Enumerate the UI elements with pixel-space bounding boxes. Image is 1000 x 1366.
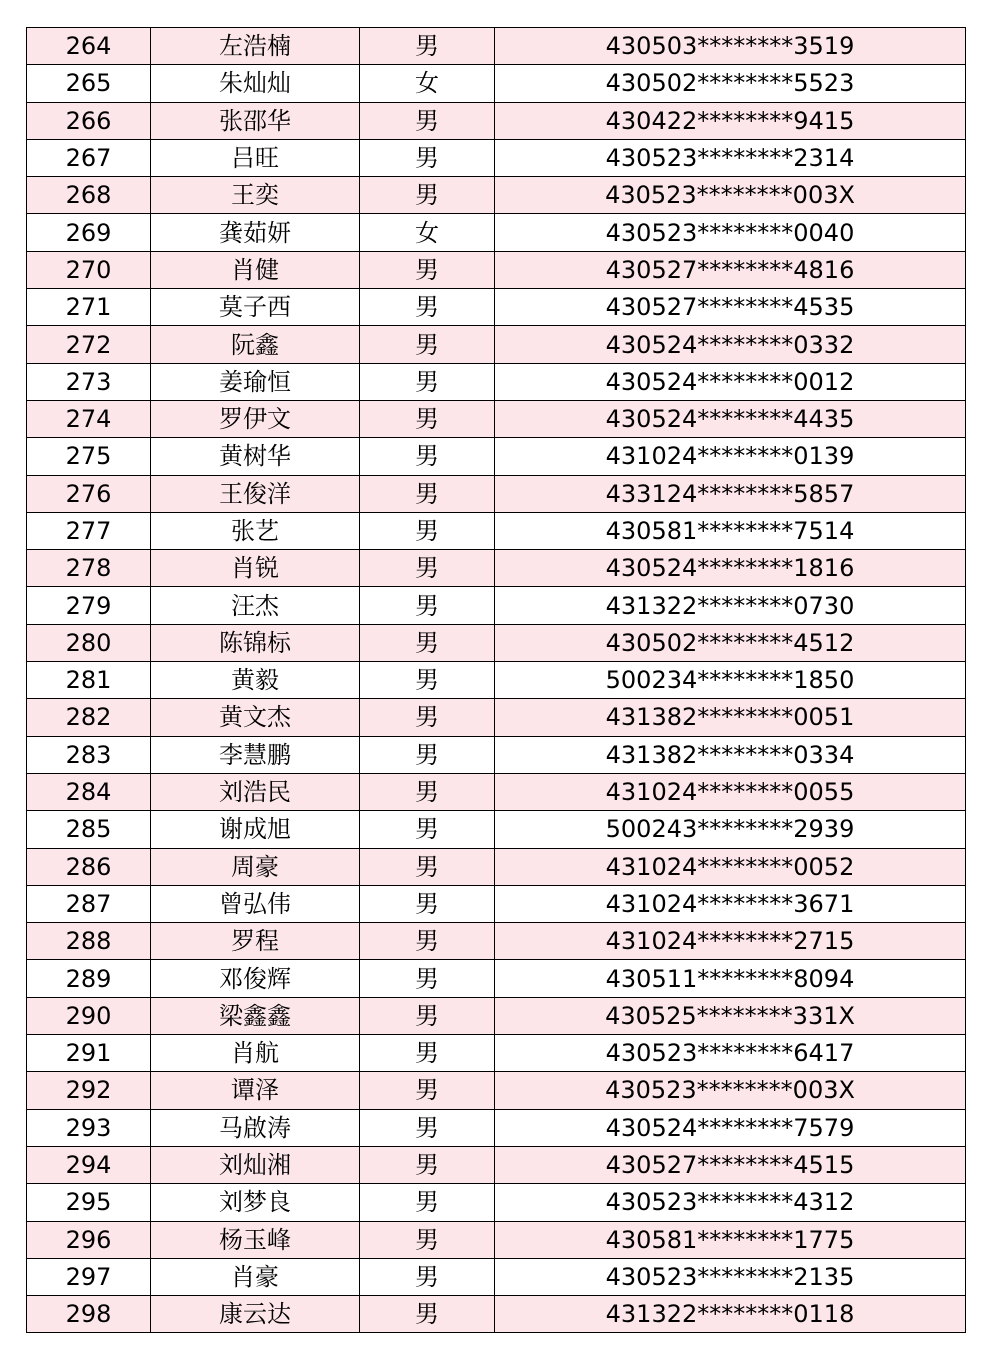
id-number-cell: 431024********3671	[495, 885, 966, 922]
row-number-cell: 264	[27, 28, 151, 65]
row-number-cell: 292	[27, 1072, 151, 1109]
student-name-cell: 左浩楠	[151, 28, 360, 65]
table-row	[27, 1184, 966, 1221]
gender-cell: 男	[360, 624, 495, 661]
gender-cell: 男	[360, 326, 495, 363]
id-number-cell: 431024********0052	[495, 848, 966, 885]
table-row	[27, 1146, 966, 1183]
id-number-cell: 430524********4435	[495, 400, 966, 437]
row-number-cell: 286	[27, 848, 151, 885]
id-number-cell: 430422********9415	[495, 102, 966, 139]
table-row	[27, 662, 966, 699]
table-row	[27, 438, 966, 475]
id-number-cell: 430523********003X	[495, 177, 966, 214]
id-number-cell: 431024********0139	[495, 438, 966, 475]
student-name-cell: 肖豪	[151, 1258, 360, 1295]
gender-cell: 男	[360, 1146, 495, 1183]
id-number-cell: 431382********0334	[495, 736, 966, 773]
table-row	[27, 139, 966, 176]
gender-cell: 男	[360, 1109, 495, 1146]
gender-cell: 女	[360, 65, 495, 102]
row-number-cell: 289	[27, 960, 151, 997]
table-row	[27, 1258, 966, 1295]
student-name-cell: 杨玉峰	[151, 1221, 360, 1258]
table-row	[27, 624, 966, 661]
row-number-cell: 280	[27, 624, 151, 661]
table-row	[27, 289, 966, 326]
student-name-cell: 张艺	[151, 512, 360, 549]
id-number-cell: 430523********0040	[495, 214, 966, 251]
student-name-cell: 谢成旭	[151, 811, 360, 848]
id-number-cell: 430523********003X	[495, 1072, 966, 1109]
student-name-cell: 周豪	[151, 848, 360, 885]
gender-cell: 男	[360, 997, 495, 1034]
gender-cell: 男	[360, 475, 495, 512]
gender-cell: 男	[360, 960, 495, 997]
student-name-cell: 梁鑫鑫	[151, 997, 360, 1034]
table-row	[27, 997, 966, 1034]
row-number-cell: 271	[27, 289, 151, 326]
gender-cell: 男	[360, 400, 495, 437]
student-name-cell: 康云达	[151, 1296, 360, 1333]
gender-cell: 男	[360, 811, 495, 848]
gender-cell: 男	[360, 438, 495, 475]
gender-cell: 男	[360, 28, 495, 65]
id-number-cell: 430524********0332	[495, 326, 966, 363]
row-number-cell: 281	[27, 662, 151, 699]
table-row	[27, 363, 966, 400]
roster-table	[26, 27, 966, 1333]
student-name-cell: 黄树华	[151, 438, 360, 475]
id-number-cell: 431322********0118	[495, 1296, 966, 1333]
table-row	[27, 736, 966, 773]
id-number-cell: 430523********6417	[495, 1035, 966, 1072]
id-number-cell: 430525********331X	[495, 997, 966, 1034]
student-name-cell: 邓俊辉	[151, 960, 360, 997]
row-number-cell: 283	[27, 736, 151, 773]
student-name-cell: 曾弘伟	[151, 885, 360, 922]
student-name-cell: 罗伊文	[151, 400, 360, 437]
table-row	[27, 848, 966, 885]
id-number-cell: 430523********2135	[495, 1258, 966, 1295]
student-name-cell: 王奕	[151, 177, 360, 214]
table-row	[27, 923, 966, 960]
table-row	[27, 587, 966, 624]
id-number-cell: 431382********0051	[495, 699, 966, 736]
id-number-cell: 430502********4512	[495, 624, 966, 661]
gender-cell: 男	[360, 699, 495, 736]
gender-cell: 男	[360, 885, 495, 922]
gender-cell: 男	[360, 251, 495, 288]
student-name-cell: 吕旺	[151, 139, 360, 176]
gender-cell: 男	[360, 1184, 495, 1221]
gender-cell: 男	[360, 1296, 495, 1333]
row-number-cell: 291	[27, 1035, 151, 1072]
id-number-cell: 430523********2314	[495, 139, 966, 176]
id-number-cell: 430511********8094	[495, 960, 966, 997]
table-row	[27, 1035, 966, 1072]
student-name-cell: 罗程	[151, 923, 360, 960]
id-number-cell: 430523********4312	[495, 1184, 966, 1221]
student-name-cell: 黄毅	[151, 662, 360, 699]
table-row	[27, 960, 966, 997]
row-number-cell: 266	[27, 102, 151, 139]
row-number-cell: 273	[27, 363, 151, 400]
row-number-cell: 298	[27, 1296, 151, 1333]
id-number-cell: 430527********4816	[495, 251, 966, 288]
id-number-cell: 430524********1816	[495, 550, 966, 587]
row-number-cell: 269	[27, 214, 151, 251]
table-row	[27, 811, 966, 848]
student-name-cell: 李慧鹏	[151, 736, 360, 773]
row-number-cell: 268	[27, 177, 151, 214]
gender-cell: 男	[360, 363, 495, 400]
table-row	[27, 65, 966, 102]
student-name-cell: 龚茹妍	[151, 214, 360, 251]
table-row	[27, 1296, 966, 1333]
gender-cell: 男	[360, 773, 495, 810]
table-row	[27, 773, 966, 810]
table-row	[27, 699, 966, 736]
row-number-cell: 287	[27, 885, 151, 922]
student-name-cell: 谭泽	[151, 1072, 360, 1109]
row-number-cell: 265	[27, 65, 151, 102]
id-number-cell: 430581********7514	[495, 512, 966, 549]
student-name-cell: 朱灿灿	[151, 65, 360, 102]
table-row	[27, 400, 966, 437]
id-number-cell: 430581********1775	[495, 1221, 966, 1258]
row-number-cell: 288	[27, 923, 151, 960]
row-number-cell: 276	[27, 475, 151, 512]
id-number-cell: 430502********5523	[495, 65, 966, 102]
student-name-cell: 肖锐	[151, 550, 360, 587]
gender-cell: 男	[360, 1221, 495, 1258]
id-number-cell: 430524********7579	[495, 1109, 966, 1146]
row-number-cell: 267	[27, 139, 151, 176]
id-number-cell: 430527********4515	[495, 1146, 966, 1183]
id-number-cell: 431024********2715	[495, 923, 966, 960]
table-row	[27, 550, 966, 587]
gender-cell: 男	[360, 736, 495, 773]
gender-cell: 男	[360, 1035, 495, 1072]
gender-cell: 男	[360, 289, 495, 326]
table-row	[27, 28, 966, 65]
row-number-cell: 277	[27, 512, 151, 549]
gender-cell: 男	[360, 139, 495, 176]
row-number-cell: 282	[27, 699, 151, 736]
table-row	[27, 102, 966, 139]
row-number-cell: 293	[27, 1109, 151, 1146]
student-name-cell: 肖健	[151, 251, 360, 288]
student-name-cell: 刘灿湘	[151, 1146, 360, 1183]
student-name-cell: 姜瑜恒	[151, 363, 360, 400]
gender-cell: 男	[360, 1258, 495, 1295]
id-number-cell: 430524********0012	[495, 363, 966, 400]
row-number-cell: 296	[27, 1221, 151, 1258]
gender-cell: 男	[360, 550, 495, 587]
gender-cell: 男	[360, 1072, 495, 1109]
row-number-cell: 270	[27, 251, 151, 288]
row-number-cell: 274	[27, 400, 151, 437]
row-number-cell: 272	[27, 326, 151, 363]
gender-cell: 男	[360, 923, 495, 960]
gender-cell: 男	[360, 177, 495, 214]
table-row	[27, 1072, 966, 1109]
gender-cell: 男	[360, 587, 495, 624]
row-number-cell: 284	[27, 773, 151, 810]
row-number-cell: 285	[27, 811, 151, 848]
table-row	[27, 177, 966, 214]
row-number-cell: 294	[27, 1146, 151, 1183]
id-number-cell: 433124********5857	[495, 475, 966, 512]
student-name-cell: 刘浩民	[151, 773, 360, 810]
id-number-cell: 431322********0730	[495, 587, 966, 624]
roster-table-body	[27, 28, 966, 1333]
table-row	[27, 512, 966, 549]
student-name-cell: 莫子西	[151, 289, 360, 326]
student-name-cell: 陈锦标	[151, 624, 360, 661]
student-name-cell: 马啟涛	[151, 1109, 360, 1146]
id-number-cell: 431024********0055	[495, 773, 966, 810]
gender-cell: 男	[360, 662, 495, 699]
row-number-cell: 278	[27, 550, 151, 587]
student-name-cell: 刘梦良	[151, 1184, 360, 1221]
student-name-cell: 张邵华	[151, 102, 360, 139]
student-name-cell: 黄文杰	[151, 699, 360, 736]
table-row	[27, 885, 966, 922]
student-name-cell: 汪杰	[151, 587, 360, 624]
gender-cell: 女	[360, 214, 495, 251]
row-number-cell: 279	[27, 587, 151, 624]
student-name-cell: 肖航	[151, 1035, 360, 1072]
row-number-cell: 290	[27, 997, 151, 1034]
gender-cell: 男	[360, 848, 495, 885]
student-name-cell: 王俊洋	[151, 475, 360, 512]
id-number-cell: 430527********4535	[495, 289, 966, 326]
id-number-cell: 430503********3519	[495, 28, 966, 65]
table-row	[27, 1109, 966, 1146]
table-row	[27, 475, 966, 512]
student-name-cell: 阮鑫	[151, 326, 360, 363]
table-row	[27, 214, 966, 251]
table-row	[27, 251, 966, 288]
table-row	[27, 326, 966, 363]
table-row	[27, 1221, 966, 1258]
row-number-cell: 275	[27, 438, 151, 475]
gender-cell: 男	[360, 102, 495, 139]
gender-cell: 男	[360, 512, 495, 549]
id-number-cell: 500243********2939	[495, 811, 966, 848]
row-number-cell: 297	[27, 1258, 151, 1295]
row-number-cell: 295	[27, 1184, 151, 1221]
id-number-cell: 500234********1850	[495, 662, 966, 699]
